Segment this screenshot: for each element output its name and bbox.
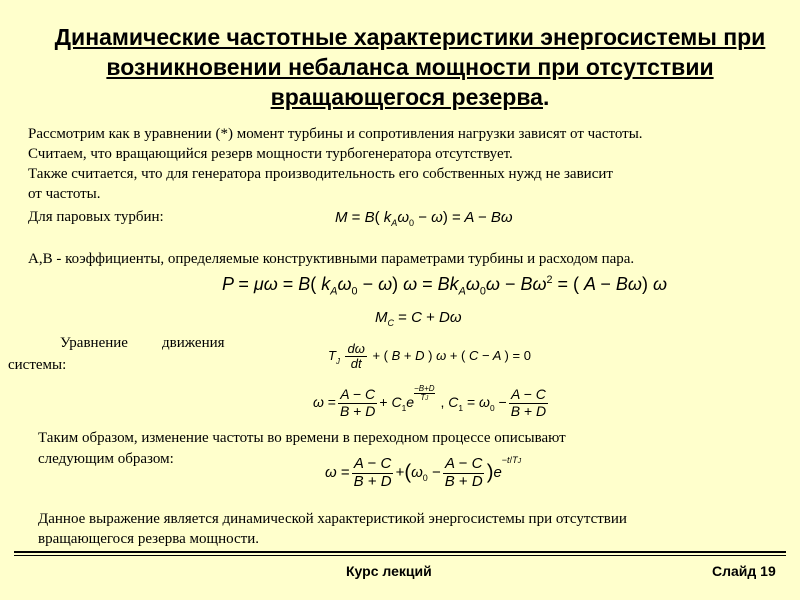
title-line-2: возникновении небаланса мощности при отсутствии [106, 54, 714, 80]
footer-course: Курс лекций [346, 563, 432, 579]
title-line-1: Динамические частотные характеристики энергосистемы при [54, 24, 766, 50]
motion-word-2: движения [162, 335, 225, 351]
result-line-1: Таким образом, изменение частоты во времени в переходном процессе описывают [38, 430, 566, 446]
formula-torque: M = B( $k_A\omega_0 - \omega) = A - B\omega$ [335, 209, 513, 228]
formula-load-torque: $M_C = C + D\omega$ [375, 309, 462, 328]
intro-line-4: от частоты. [28, 186, 101, 202]
slide-title [40, 22, 780, 112]
footer-slide-number: Слайд 19 [712, 563, 776, 579]
formula-power: P = μω = B( $k_A\omega_0 - \omega$) $\omega = Bk_A\omega_0\omega - B\omega^2$ = ( A − Bω) ω [222, 274, 667, 298]
formula-solution: ω = $\frac{A - C}{B + D}$ + $C_1e$ $\frac{-B+D}{TJ}$ , $C_1 = \omega_0$ − $\frac{A - C}{B + D}$ [313, 384, 547, 419]
title-line-3: вращающегося резерва [270, 84, 543, 110]
motion-word-3: системы: [8, 357, 67, 373]
conclusion-line-1: Данное выражение является динамической характеристикой энергосистемы при отсутствии [38, 511, 627, 527]
formula-final: ω = $\frac{A - C}{B + D}$ $+(\omega_0$ − $\frac{A - C}{B + D}$ )$e^{-t/TJ}$ [325, 455, 522, 490]
conclusion-line-2: вращающегося резерва мощности. [38, 531, 259, 547]
steam-turbine-label: Для паровых турбин: [28, 209, 164, 225]
intro-line-2: Считаем, что вращающийся резерв мощности турбогенератора отсутствует. [28, 146, 513, 162]
motion-word-1: Уравнение [60, 335, 128, 351]
title-period: . [542, 84, 550, 110]
coefficients-text: А,В - коэффициенты, определяемые конструктивными параметрами турбины и расходом пара. [28, 251, 635, 267]
formula-motion: $T_J$ $\frac{d\omega}{dt}$ + ( B + D ) ω + ( C − A ) = 0 [328, 341, 531, 372]
footer-divider-thin [14, 555, 786, 556]
footer-divider [14, 551, 786, 553]
intro-line-3: Также считается, что для генератора производительность его собственных нужд не зависит [28, 166, 613, 182]
result-line-2: следующим образом: [38, 451, 174, 467]
intro-line-1: Рассмотрим как в уравнении (*) момент турбины и сопротивления нагрузки зависят от частоты. [28, 126, 643, 142]
